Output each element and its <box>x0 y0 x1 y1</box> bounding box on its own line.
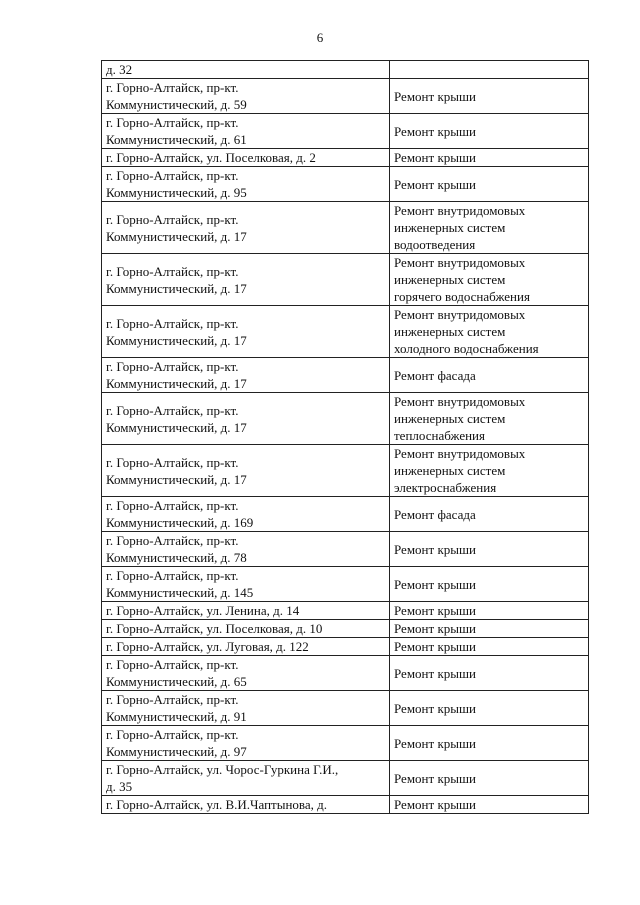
work-type-text: Ремонт фасада <box>394 506 476 522</box>
table-row <box>102 167 589 202</box>
work-type-cell <box>390 393 589 445</box>
work-type-cell <box>390 167 589 202</box>
address-cell <box>102 726 390 761</box>
table-row <box>102 445 589 497</box>
work-type-cell <box>390 114 589 149</box>
work-type-cell <box>390 532 589 567</box>
address-cell <box>102 656 390 691</box>
work-type-cell <box>390 567 589 602</box>
work-type-text: Ремонт внутридомовых инженерных систем холодного водоснабжения <box>394 307 539 356</box>
address-cell <box>102 167 390 202</box>
address-cell <box>102 602 390 620</box>
address-cell <box>102 149 390 167</box>
work-type-text: Ремонт крыши <box>394 576 476 592</box>
address-cell <box>102 532 390 567</box>
address-cell <box>102 202 390 254</box>
address-cell <box>102 393 390 445</box>
address-text: г. Горно-Алтайск, пр-кт. Коммунистический, д. 169 <box>106 498 254 530</box>
address-cell <box>102 796 390 814</box>
work-type-cell <box>390 761 589 796</box>
address-cell <box>102 638 390 656</box>
address-text: г. Горно-Алтайск, пр-кт. Коммунистический, д. 97 <box>106 727 247 759</box>
address-text: г. Горно-Алтайск, пр-кт. Коммунистический, д. 17 <box>106 402 247 435</box>
table-row <box>102 202 589 254</box>
work-type-cell <box>390 306 589 358</box>
table-row <box>102 602 589 620</box>
table-row <box>102 656 589 691</box>
work-type-cell <box>390 691 589 726</box>
address-text: г. Горно-Алтайск, ул. Поселковая, д. 10 <box>106 621 323 636</box>
table-body <box>102 61 589 814</box>
address-text: г. Горно-Алтайск, пр-кт. Коммунистический, д. 17 <box>106 315 247 348</box>
address-text: г. Горно-Алтайск, пр-кт. Коммунистический, д. 59 <box>106 80 247 112</box>
table-row <box>102 149 589 167</box>
table-row <box>102 620 589 638</box>
address-cell <box>102 306 390 358</box>
work-type-text: Ремонт крыши <box>394 665 476 681</box>
work-type-text: Ремонт крыши <box>394 735 476 751</box>
address-cell <box>102 61 390 79</box>
address-cell <box>102 254 390 306</box>
work-type-text: Ремонт крыши <box>394 603 476 618</box>
address-text: г. Горно-Алтайск, пр-кт. Коммунистический, д. 78 <box>106 533 247 565</box>
work-type-text: Ремонт крыши <box>394 541 476 557</box>
work-type-text: Ремонт внутридомовых инженерных систем теплоснабжения <box>394 394 526 443</box>
work-type-cell <box>390 656 589 691</box>
address-text: г. Горно-Алтайск, ул. Поселковая, д. 2 <box>106 150 316 165</box>
address-cell <box>102 445 390 497</box>
table-row <box>102 497 589 532</box>
address-text: г. Горно-Алтайск, пр-кт. Коммунистический, д. 91 <box>106 692 247 724</box>
address-text: г. Горно-Алтайск, пр-кт. Коммунистический, д. 17 <box>106 211 247 244</box>
work-type-text: Ремонт фасада <box>394 367 476 383</box>
work-type-text: Ремонт крыши <box>394 123 476 139</box>
work-type-cell <box>390 254 589 306</box>
table-row <box>102 761 589 796</box>
address-text: г. Горно-Алтайск, пр-кт. Коммунистический, д. 65 <box>106 657 247 689</box>
work-type-text: Ремонт внутридомовых инженерных систем водоотведения <box>394 203 526 252</box>
address-cell <box>102 358 390 393</box>
table-row <box>102 393 589 445</box>
address-cell <box>102 761 390 796</box>
work-type-cell <box>390 202 589 254</box>
address-text: г. Горно-Алтайск, ул. Чорос-Гуркина Г.И., д. 35 <box>106 762 339 794</box>
address-cell <box>102 620 390 638</box>
work-type-text: Ремонт крыши <box>394 639 476 654</box>
address-cell <box>102 567 390 602</box>
address-text: г. Горно-Алтайск, пр-кт. Коммунистический, д. 17 <box>106 263 247 296</box>
work-type-text: Ремонт крыши <box>394 797 476 812</box>
page-number: 6 <box>316 30 324 45</box>
table-row <box>102 254 589 306</box>
work-type-text: Ремонт крыши <box>394 700 476 716</box>
address-text: д. 32 <box>106 62 133 77</box>
address-cell <box>102 691 390 726</box>
work-type-cell <box>390 620 589 638</box>
work-type-cell <box>390 726 589 761</box>
address-text: г. Горно-Алтайск, ул. Луговая, д. 122 <box>106 639 309 654</box>
table-row <box>102 114 589 149</box>
address-cell <box>102 114 390 149</box>
table-row <box>102 79 589 114</box>
work-type-text: Ремонт крыши <box>394 770 476 786</box>
address-text: г. Горно-Алтайск, пр-кт. Коммунистический, д. 17 <box>106 454 247 487</box>
address-text: г. Горно-Алтайск, ул. В.И.Чаптынова, д. <box>106 797 328 812</box>
work-type-cell <box>390 61 589 79</box>
work-type-cell <box>390 602 589 620</box>
table-row <box>102 726 589 761</box>
work-type-cell <box>390 149 589 167</box>
address-text: г. Горно-Алтайск, ул. Ленина, д. 14 <box>106 603 300 618</box>
work-type-cell <box>390 358 589 393</box>
address-text: г. Горно-Алтайск, пр-кт. Коммунистический, д. 145 <box>106 568 254 600</box>
work-type-cell <box>390 796 589 814</box>
work-type-text: Ремонт крыши <box>394 88 476 104</box>
work-type-text: Ремонт крыши <box>394 176 476 192</box>
work-type-text: Ремонт внутридомовых инженерных систем горячего водоснабжения <box>394 255 530 304</box>
work-type-text: Ремонт крыши <box>394 150 476 165</box>
work-type-text: Ремонт крыши <box>394 621 476 636</box>
table-row <box>102 61 589 79</box>
work-type-cell <box>390 445 589 497</box>
work-type-cell <box>390 79 589 114</box>
address-text: г. Горно-Алтайск, пр-кт. Коммунистический, д. 17 <box>106 359 247 391</box>
address-cell <box>102 497 390 532</box>
table-row <box>102 567 589 602</box>
repair-table <box>101 60 589 814</box>
table-row <box>102 638 589 656</box>
table-row <box>102 796 589 814</box>
work-type-cell <box>390 497 589 532</box>
table-row <box>102 358 589 393</box>
address-cell <box>102 79 390 114</box>
address-text: г. Горно-Алтайск, пр-кт. Коммунистический, д. 61 <box>106 115 247 147</box>
table-row <box>102 691 589 726</box>
work-type-text: Ремонт внутридомовых инженерных систем электроснабжения <box>394 446 526 495</box>
table-row <box>102 306 589 358</box>
work-type-cell <box>390 638 589 656</box>
table-row <box>102 532 589 567</box>
address-text: г. Горно-Алтайск, пр-кт. Коммунистический, д. 95 <box>106 168 247 200</box>
